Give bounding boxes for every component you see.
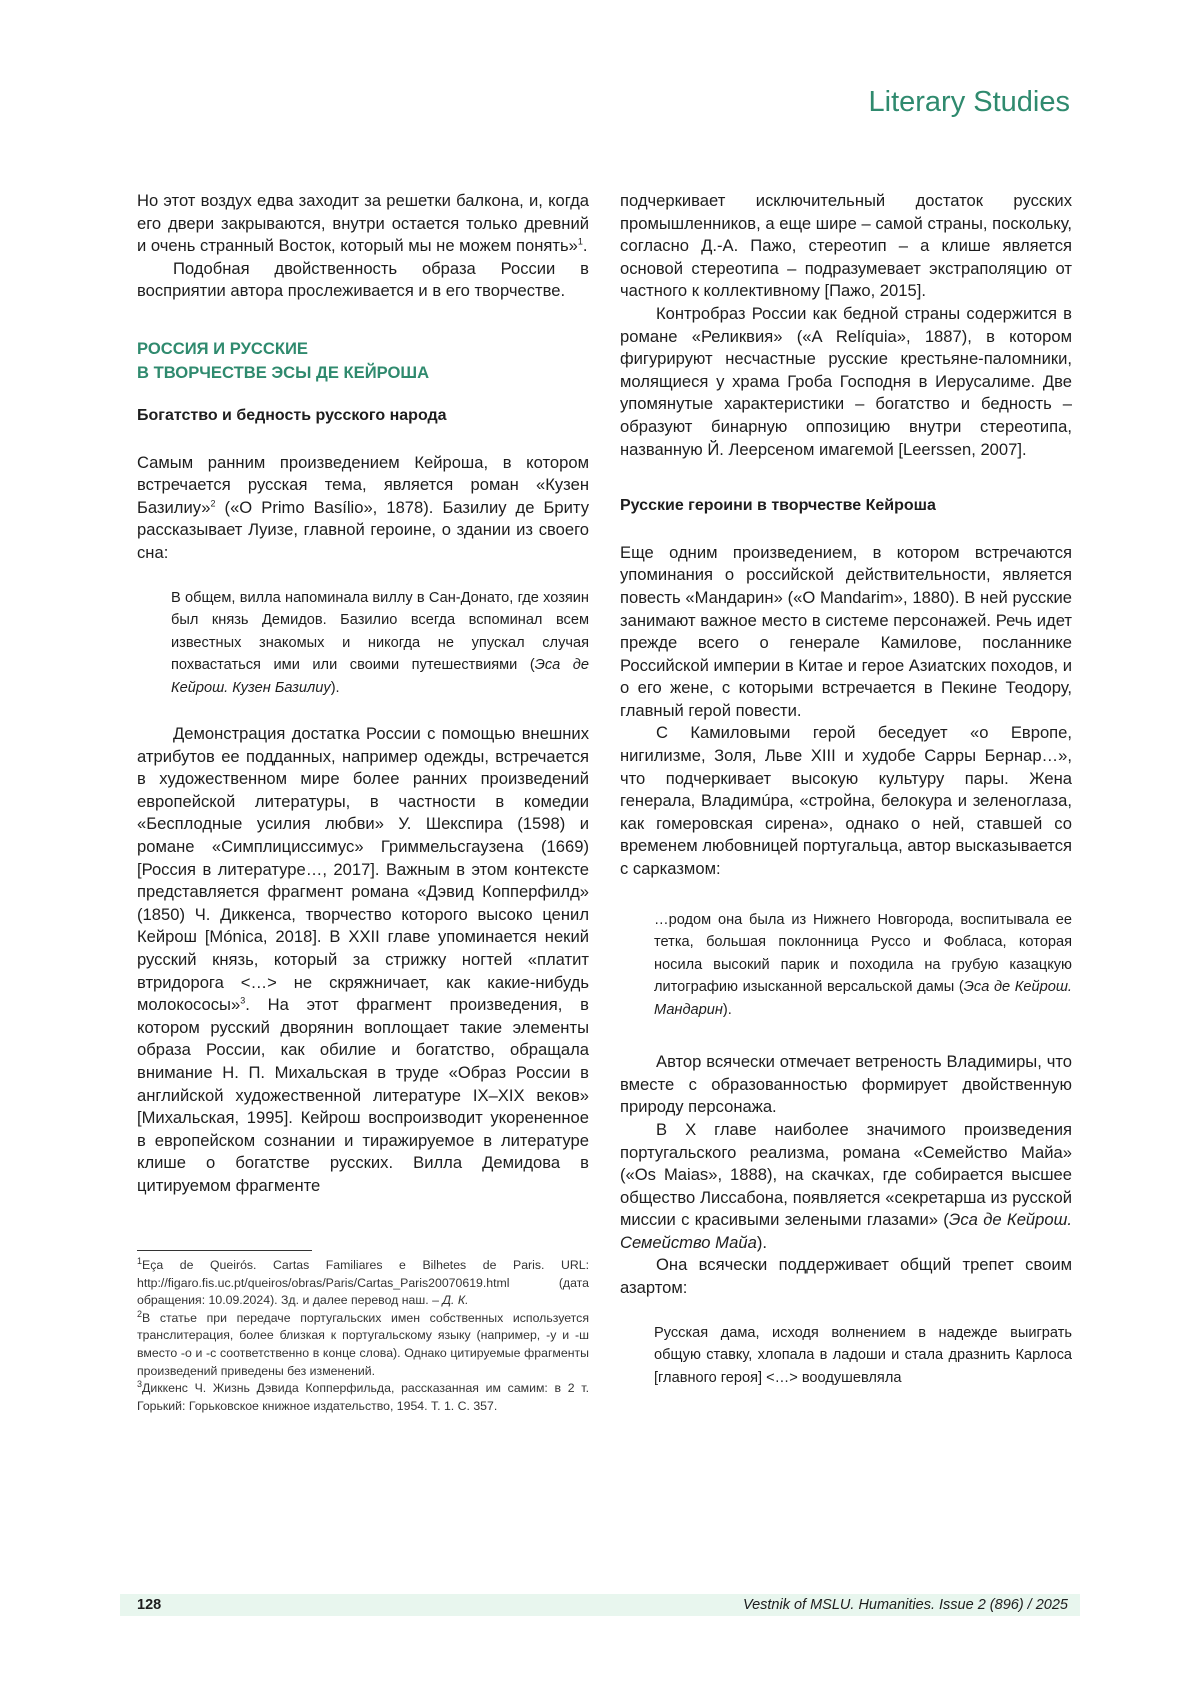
section-heading: РОССИЯ И РУССКИЕ В ТВОРЧЕСТВЕ ЭСЫ ДЕ КЕЙРОША — [137, 338, 430, 382]
block-quote: Русская дама, исходя волнением в надежде выиграть общую ставку, хлопала в ладоши и стала дразнить Карлоса [главного героя] <…> воодушевляла — [654, 1324, 1072, 1386]
footnote: $^1$Eça de Queirós. Cartas Familiares e Bilhetes de Paris. URL: http://figaro.fis.uc.pt/queiros/obras/Paris/Cartas_Paris20070619.html (дата обращения: 10.09.2024). Зд. и далее перевод наш. – Д. К. — [137, 1255, 589, 1308]
page-number: 128 — [137, 1597, 162, 1613]
paragraph: Подобная двойственность образа России в восприятии автора прослеживается и в его творчестве. — [137, 258, 589, 301]
footnote-ref[interactable]: 3 — [240, 995, 246, 1006]
page-footer — [120, 1594, 1080, 1616]
paragraph: Самым ранним произведением Кейроша, в котором встречается русская тема, является роман «Кузен Базилиу»$^2$ («O Primo Basílio», 1878). Базилиу де Бриту рассказывает Луизе, главной героине, о здании из своего сна: — [137, 452, 589, 562]
left-column — [137, 190, 589, 1198]
journal-title: Vestnik of MSLU. Humanities. Issue 2 (896) / 2025 — [742, 1597, 1068, 1613]
footnote-ref[interactable]: 2 — [210, 498, 216, 509]
subheading: Русские героини в творчестве Кейроша — [620, 497, 936, 515]
subheading: Богатство и бедность русского народа — [137, 406, 447, 424]
footnote: $^3$Диккенс Ч. Жизнь Дэвида Копперфильда, рассказанная им самим: в 2 т. Горький: Горьковское книжное издательство, 1954. Т. 1. С. 357. — [137, 1379, 589, 1413]
footnotes — [137, 1257, 589, 1415]
block-quote: …родом она была из Нижнего Новгорода, воспитывала ее тетка, большая поклонница Руссо и Фобласа, которая носила высокий парик и походила на грубую казацкую литографию изысканной версальской дамы (Эса де Кейрош. Мандарин). — [654, 911, 1072, 1018]
section-header: Literary Studies — [868, 86, 1070, 118]
paragraph: подчеркивает исключительный достаток русских промышленников, а еще шире – самой страны, поскольку, согласно Д.-А. Пажо, стереотип – а клише является основой стереотипа – подразумевает экстраполяцию от частного к коллективному [Пажо, 2015]. — [620, 191, 1072, 301]
footnote-ref[interactable]: 1 — [577, 236, 583, 247]
block-quote: В общем, вилла напоминала виллу в Сан-Донато, где хозяин был князь Демидов. Базилио всегда вспоминал всем известных знакомых и никогда не упускал случая похвастаться ими или своими путешествиями (Эса де Кейрош. Кузен Базилиу). — [171, 589, 589, 696]
paragraph: Контробраз России как бедной страны содержится в романе «Реликвия» («A Relíquia», 1887), в котором фигурируют несчастные русские крестьяне-паломники, молящиеся у храма Гроба Господня в Иерусалиме. Две упомянутые характеристики – богатство и бедность – образуют бинарную оппозицию внутри стереотипа, названную Й. Леерсеном имагемой [Leerssen, 2007]. — [620, 303, 1072, 459]
paragraph: В X главе наиболее значимого произведения португальского реализма, романа «Семейство Майа» («Os Maias», 1888), на скачках, где собирается высшее общество Лиссабона, появляется «секретарша из русской миссии с красивыми зелеными глазами» (Эса де Кейрош. Семейство Майа). — [620, 1119, 1072, 1252]
paragraph: Она всячески поддерживает общий трепет своим азартом: — [620, 1255, 1072, 1298]
paragraph: Еще одним произведением, в котором встречаются упоминания о российской действительности, является повесть «Мандарин» («O Mandarim», 1880). В ней русские занимают важное место в системе персонажей. Речь идет прежде всего о генерале Камилове, посланнике Российской империи в Китае и герое Азиатских походов, и о его жене, с которыми встречается в Пекине Теодору, главный герой повести. — [620, 542, 1072, 720]
paragraph: С Камиловыми герой беседует «о Европе, нигилизме, Золя, Льве XIII и худобе Сарры Бернар…», что подчеркивает высокую культуру пары. Жена генерала, Владимúра, «стройна, белокура и зеленоглаза, как гомеровская сирена», однако о ней, ставшей со временем любовницей португальца, автор высказывается с сарказмом: — [620, 723, 1072, 879]
footnote: $^2$В статье при передаче португальских имен собственных используется транслитерация, более близкая к португальскому языку (например, -у и -ш вместо -о и -с соответственно в конце слова). Однако цитируемые фрагменты произведений приведены без изменений. — [137, 1308, 589, 1378]
paragraph: Автор всячески отмечает ветреность Владимиры, что вместе с образованностью формирует двойственную природу персонажа. — [620, 1052, 1072, 1117]
paragraph: Но этот воздух едва заходит за решетки балкона, и, когда его двери закрываются, внутри остается только древний и очень странный Восток, который мы не можем понять»$^1$. — [137, 191, 589, 256]
paragraph: Демонстрация достатка России с помощью внешних атрибутов ее подданных, например одежды, встречается в художественном мире более ранних произведений европейской литературы, в частности в комедии «Бесплодные усилия любви» У. Шекспира (1598) и романе «Симплициссимус» Гриммельсгаузена (1669) [Россия в литературе…, 2017]. Важным в этом контексте представляется фрагмент романа «Дэвид Копперфилд» (1850) Ч. Диккенса, творчество которого высоко ценил Кейрош [Mónica, 2018]. В XXII главе упоминается некий русский князь, который за стрижку ногтей «платит втридорога <…> не скряжничает, как какие-нибудь молокососы»$^3$. На этот фрагмент произведения, в котором русский дворянин воплощает такие элементы образа России, как обилие и богатство, обращала внимание Н. П. Михальская в труде «Образ России в английской художественной литературе IX–XIX веков» [Михальская, 1995]. Кейрош воспроизводит укорененное в европейском сознании и тиражируемое в литературе клише о богатстве русских. Вилла Демидова в цитируемом фрагменте — [137, 724, 589, 1195]
right-column — [620, 190, 1072, 1413]
footnote-divider — [137, 1250, 312, 1251]
